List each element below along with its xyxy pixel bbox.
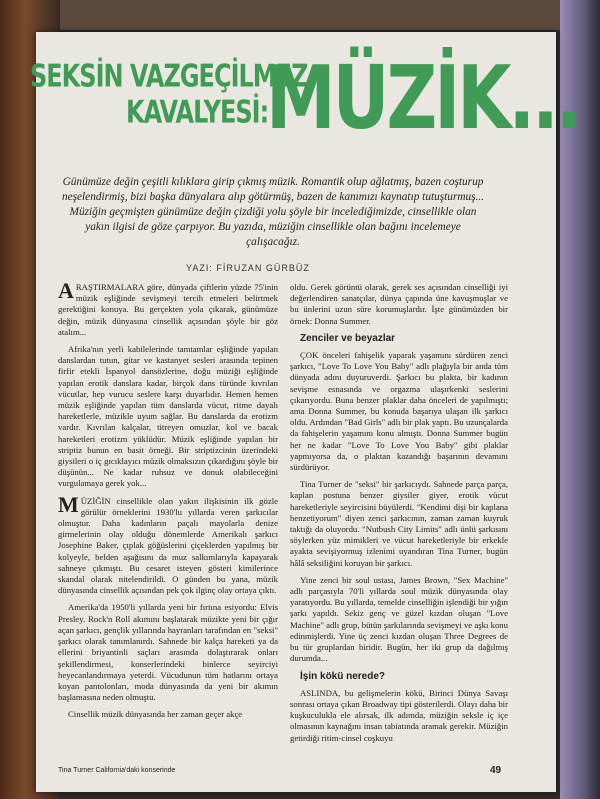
left-column: [58, 278, 278, 727]
drop-cap: A: [58, 278, 74, 303]
background-top: [0, 0, 600, 30]
paragraph: Tina Turner de "seksi" bir şarkıcıydı. Sahnede parça parça, kaplan postuna benzer giysiler giyer, erotik vücut hareketleriyle seyircisini büyülerdi. "Kendimi dişi bir kaplana benzetiyorum" diyen zenci şarkıcının, zaman zaman kuyruk taktığı da oluyordu. "Nutbush City Limits" adlı ünlü şarkısını söylerken yüz mimikleri ve vücut hareketleriyle bir erkekle ayakta sevişiyormuş izlenimi uyandıran Tina Turner, bugün hâlâ seksiliğini koruyan bir şarkıcı.: [290, 479, 508, 568]
subheading: İşin kökü nerede?: [300, 670, 386, 682]
paragraph: Yine zenci bir soul ustası, James Brown, "Sex Machine" adlı parçasıyla 70'li yıllarda soul müzik dünyasında olay yaratıyordu. Bu yıllarda, temelde cinselliğin işlendiği bir yığın şarkı yapıldı. Sekiz genç ve güzel kızdan oluşan "Love Machine" adlı grup, bütün şarkılarında sevişmeyi ve aşkı konu edinmişlerdi. Yine üç zenci kızdan oluşan Three Degrees de bu tür gruplardan biridir. Bugün, her iki grup da dağılmış durumda...: [290, 574, 508, 664]
title-line-1: SEKSİN VAZGEÇİLMEZ: [30, 58, 308, 95]
article-title: [30, 46, 580, 168]
lead-paragraph: Günümüze değin çeşitli kılıklara girip çıkmış müzik. Romantik olup ağlatmış, bazen coşturup neşelendirmiş, bizi başka dünyalara alıp götürmüş, bazen de kanımızı kaynatıp tutuşturmuş... Müziğin geçmişten günümüze değin çizdiği yolu şöyle bir incelediğimizde, cinsellikle olan yakın ilgisi de göze çarpıyor. Bu yazıda, müziğin cinsellikle olan bağını incelemeye çalışacağız.: [61, 176, 485, 248]
paragraph: Afrika'nın yerli kabilelerinde tamtamlar eşliğinde yapılan danslardan tutun, gitar ve kastanyet sesleri arasında tepinen firfir etekli İspanyol dansözlerine, doğu müziği eşliğinde yapılan erotik danslara kadar, birçok dans türünde kıvrılan vücutlar, hep vurucu seslere karşı duyarlıdır. Hemen hemen müzik eşliğinde yapılan tüm danslarda vücut, ritme dayalı hareketlerle, müzikle uyum sağlar. Bu danslarda da erotizm vardır. Kıvrılan kalçalar, titreyen omuzlar, kol ve bacak hareketleri erotizm yüklüdür. Müzik eşliğinde yapılan bir striptiz bunun en basit örneği. Bir striptizcinin üzerindeki giysileri o iç gıcıklayıcı müzik olmaksızın çıkardığını şöyle bir düşünün... Ne kadar ruhsuz ve donuk olabileceğini vurgulamaya gerek yok...: [58, 344, 278, 489]
drop-cap: M: [58, 491, 79, 517]
title-big-word: MÜZİK...: [266, 46, 580, 149]
right-column: [290, 282, 508, 750]
paragraph: ÇOK önceleri fahişelik yaparak yaşamını sürdüren zenci şarkıcı, "Love To Love You Baby" adlı plağıyla bir anda tüm dünyada adını duyuruverdi. Şarkıcı bu plakta, bir kadının sevişme esnasında ve orgazma ulaşırkenki seslerini çıkarıyordu. Buna benzer plaklar daha önceleri de yapılmıştı; ama Donna Summer, bu konuda başarıya ulaşan ilk şarkıcı oldu. Ardından "Bad Girls" adlı bir plak yaptı. Bu uzunçalarda da fahişelerin yaşamını konu almıştı. Donna Summer bugün her ne kadar "Love To Love You Baby" gibi plaklar yapmıyorsa da, o plaktan kazandığı başarının devamını sürdürüyor.: [290, 350, 508, 473]
photo-caption: Tina Turner California'daki konserinde: [58, 767, 176, 774]
paragraph: Cinsellik müzik dünyasında her zaman geçer akçe: [68, 709, 243, 720]
paragraph: ASLINDA, bu gelişmelerin kökü, Birinci Dünya Savaşı sonrası ortaya çıkan Broadway tipi gösterilerdi. Olayı daha bir kuşkuculukla ele alırsak, ilk adımda, müziğin seksle iç içe olmasının kaynağını insan tabiatında aramak gerekir. Müziğin getirdiği ritim-cinsel coşkuyu: [290, 687, 508, 743]
paragraph: Amerika'da 1950'li yıllarda yeni bir fırtına esiyordu: Elvis Presley. Rock'n Roll akımını başlatarak müzikte yeni bir çığır açan şarkıcı, gençlik yıllarında hayranları tarafından en "seksi" şarkıcı olarak tanımlanırdı. Sahnede bir kalça hareketi ya da ellerini briyantinli saçları arasında dolaştırarak onları şekillendirmesi, konserlerindeki binlerce seyirciyi heyecanlandırmaya yeterdi. Vücudunun tüm hatlarını ortaya koyan pantolonları, moda dünyasında da yeni bir akımın başlamasına neden olmuştu.: [58, 602, 278, 703]
paragraph: oldu. Gerek görüntü olarak, gerek ses açısından cinselliği iyi değerlendiren sanatçılar, dünya çapında üne kavuşmuşlar ve bu ünlerini uzun süre korumuşlardır. İşte günümüzden bir örnek: Donna Summer.: [290, 282, 508, 326]
paragraph: MÜZİĞİN cinsellikle olan yakın ilişkisinin ilk gözle görülür örneklerini 1930'lu yıllarda veren şarkıcılar olmuştur. Daha kadınların paçalı mayolarla denize girmelerinin olay olduğu dönemlerde Amerikalı şarkıcı Josephine Baker, çıplak göğüslerini çiçeklerden yapılmış bir kolyeyle, belden aşağısını da muz salkımlarıyla kapayarak sahneye çıkmıştı. Bu cesaret isteyen gösteri kimilerince skandal olarak nitelendirildi. O günden bu yana, müzik dünyasında cinsellik açısından pek çok ilginç olay ortaya çıktı.: [58, 491, 278, 596]
paragraph: ARAŞTIRMALARA göre, dünyada çiftlerin yüzde 75'inin müzik eşliğinde sevişmeyi tercih etmeleri belirtmek gerektiğini konuya. Bu gerçekten yola çıkarak, günümüze değin, müzik dünyasına cinsellik açısından şöyle bir göz atalım...: [58, 278, 278, 337]
title-line-2: KAVALYESİ:: [126, 94, 269, 131]
page-number: 49: [490, 765, 502, 776]
subheading: Zenciler ve beyazlar: [300, 332, 396, 344]
byline: YAZI: FİRUZAN GÜRBÜZ: [186, 263, 310, 273]
